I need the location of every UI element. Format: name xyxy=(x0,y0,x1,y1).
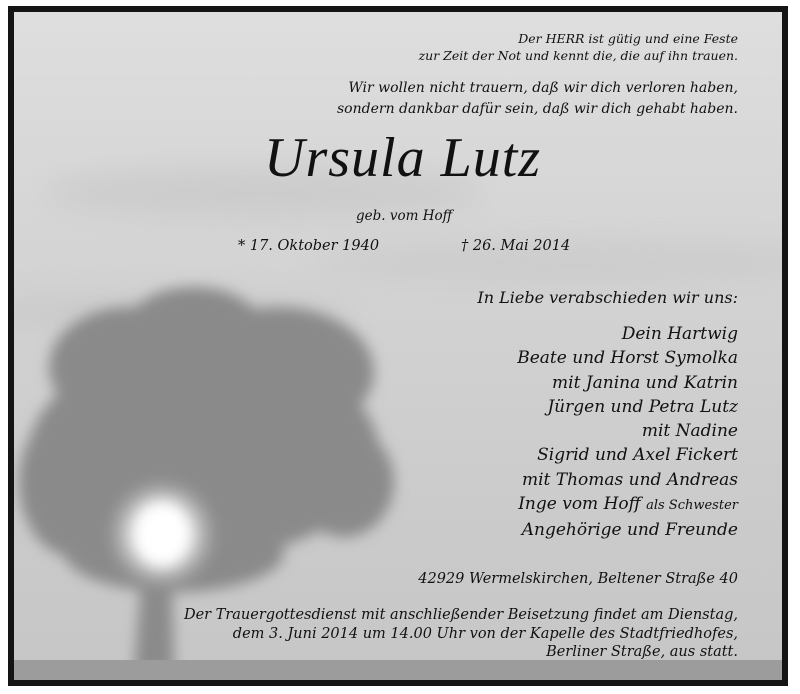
deceased-name: Ursula Lutz xyxy=(264,127,542,189)
mourner-entry: Jürgen und Petra Lutz xyxy=(547,396,738,417)
mourner-entry: mit Thomas und Andreas xyxy=(521,469,738,490)
mourner-entry: Sigrid und Axel Fickert xyxy=(537,445,738,466)
mourner-name: Inge vom Hoff xyxy=(518,494,641,515)
mourner-entry: Angehörige und Freunde xyxy=(521,520,738,541)
death-date: † 26. Mai 2014 xyxy=(461,238,571,254)
family-address: 42929 Wermelskirchen, Beltener Straße 40 xyxy=(418,571,738,587)
service-line: Berliner Straße, aus statt. xyxy=(546,644,738,660)
mourner-entry: mit Nadine xyxy=(641,421,738,442)
mourner-entry xyxy=(517,492,738,518)
service-line: dem 3. Juni 2014 um 14.00 Uhr von der Kapelle des Stadtfriedhofes, xyxy=(232,625,738,642)
obituary-notice xyxy=(8,6,788,686)
mourner-relation-note: als Schwester xyxy=(646,498,738,514)
mourners-list xyxy=(517,322,738,543)
ground xyxy=(14,660,782,680)
birth-date: * 17. Oktober 1940 xyxy=(238,238,380,254)
funeral-service-info xyxy=(184,606,738,662)
mourner-entry: Beate und Horst Symolka xyxy=(517,348,738,369)
mourning-quote xyxy=(337,78,738,120)
mourner-entry: Dein Hartwig xyxy=(621,324,738,344)
maiden-name: geb. vom Hoff xyxy=(356,208,453,224)
bible-verse xyxy=(419,30,738,64)
service-line: Der Trauergottesdienst mit anschließender Beisetzung findet am Dienstag, xyxy=(183,607,738,623)
mourning-quote-line: sondern dankbar dafür sein, daß wir dich gehabt haben. xyxy=(337,101,738,117)
bible-verse-line: zur Zeit der Not und kennt die, die auf ihn trauen. xyxy=(418,48,738,63)
mourning-quote-line: Wir wollen nicht trauern, daß wir dich verloren haben, xyxy=(348,80,738,96)
mourner-entry: mit Janina und Katrin xyxy=(552,372,738,393)
sun xyxy=(107,479,217,589)
bible-verse-line: Der HERR ist gütig und eine Feste xyxy=(518,31,738,46)
farewell-line: In Liebe verabschieden wir uns: xyxy=(477,288,738,307)
